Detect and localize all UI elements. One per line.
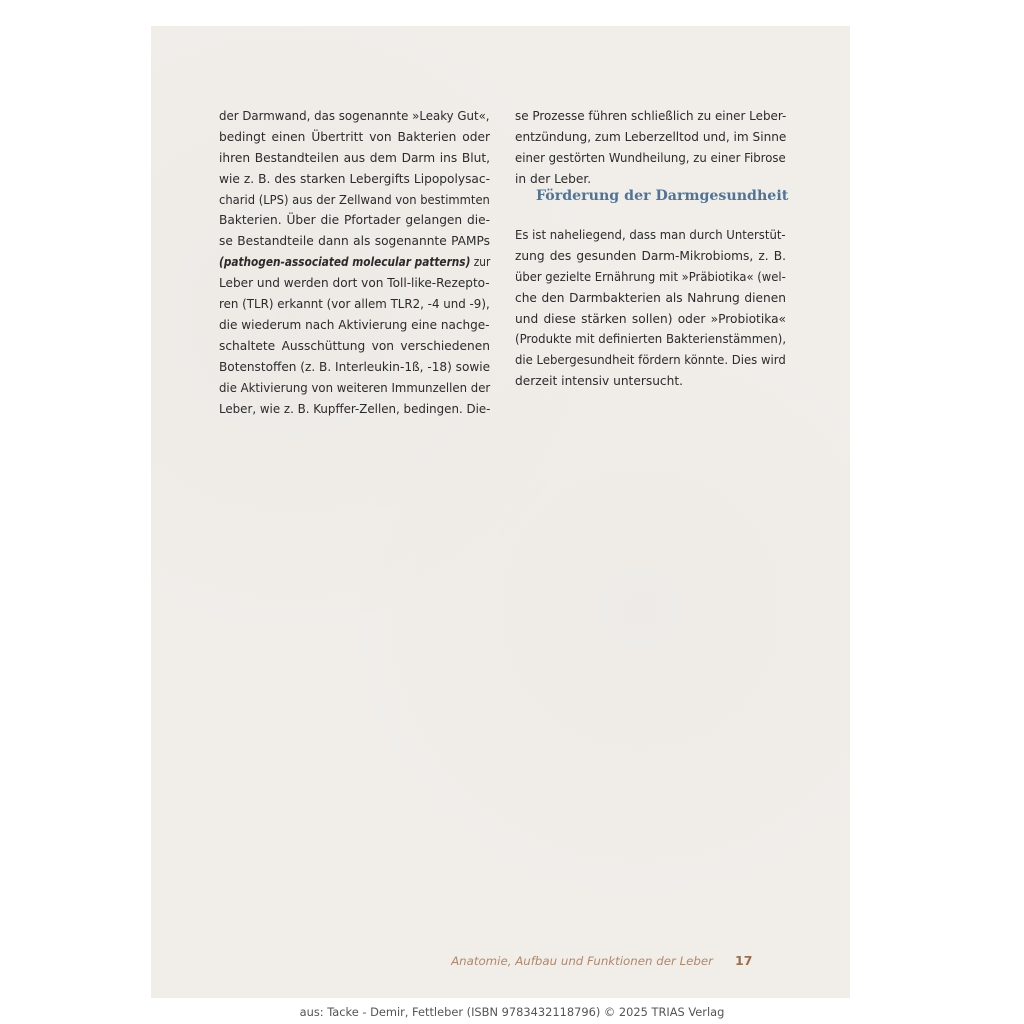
text-line: der Darmwand, das sogenannte »Leaky Gut«, <box>219 109 490 123</box>
source-attribution: aus: Tacke - Demir, Fettleber (ISBN 9783432118796) © 2025 TRIAS Verlag <box>299 1005 725 1019</box>
section-heading: Förderung der Darmgesundheit <box>536 188 789 204</box>
text-line: entzündung, zum Leberzelltod und, im Sinne <box>515 129 787 144</box>
text-line: che den Darmbakterien als Nahrung dienen <box>515 290 786 305</box>
text-fragment: zur <box>473 255 491 270</box>
running-footer-title: Anatomie, Aufbau und Funktionen der Leber <box>451 954 713 968</box>
text-line: Botenstoffen (z. B. Interleukin-1ß, -18) sowie <box>219 359 491 374</box>
text-line: die wiederum nach Aktivierung eine nachge- <box>219 317 490 332</box>
text-line: die Aktivierung von weiteren Immunzellen der <box>219 380 491 395</box>
text-line: ren (TLR) erkannt (vor allem TLR2, -4 und -9), <box>219 297 490 312</box>
right-text-column-top <box>515 106 786 190</box>
text-line: schaltete Ausschüttung von verschiedenen <box>219 338 490 353</box>
text-line: charid (LPS) aus der Zellwand von bestimmten <box>219 192 490 207</box>
text-line: einer gestörten Wundheilung, zu einer Fibrose <box>515 150 786 165</box>
italic-term: (pathogen-associated molecular patterns) <box>219 255 471 270</box>
text-line: die Lebergesundheit fördern könnte. Dies wird <box>515 353 786 368</box>
text-line: Leber, wie z. B. Kupffer-Zellen, bedingen. Die- <box>219 401 491 416</box>
text-line: Es ist naheliegend, dass man durch Unterstüt- <box>515 228 786 242</box>
text-line: ihren Bestandteilen aus dem Darm ins Blut, <box>219 150 490 165</box>
text-line: Leber und werden dort von Toll-like-Rezepto- <box>219 276 490 291</box>
text-line: se Prozesse führen schließlich zu einer Leber- <box>515 109 787 123</box>
text-line: und diese stärken sollen) oder »Probiotika« <box>515 311 786 326</box>
book-page <box>151 26 850 998</box>
text-line: se Bestandteile dann als sogenannte PAMPs <box>219 234 490 249</box>
text-line: in der Leber. <box>515 171 592 186</box>
text-line: bedingt einen Übertritt von Bakterien oder <box>219 129 490 144</box>
text-line-with-italic <box>219 252 490 273</box>
page-number: 17 <box>735 953 753 968</box>
text-line: zung des gesunden Darm-Mikrobioms, z. B. <box>515 248 786 263</box>
text-line: über gezielte Ernährung mit »Präbiotika« (wel- <box>515 269 786 284</box>
right-text-column-bottom <box>515 225 786 392</box>
left-text-column <box>219 106 490 420</box>
text-line: derzeit intensiv untersucht. <box>515 374 684 389</box>
text-line: wie z. B. des starken Lebergifts Lipopolysac- <box>219 171 490 186</box>
text-line: Bakterien. Über die Pfortader gelangen die- <box>219 213 490 228</box>
text-line: (Produkte mit definierten Bakterienstämmen), <box>515 332 787 347</box>
